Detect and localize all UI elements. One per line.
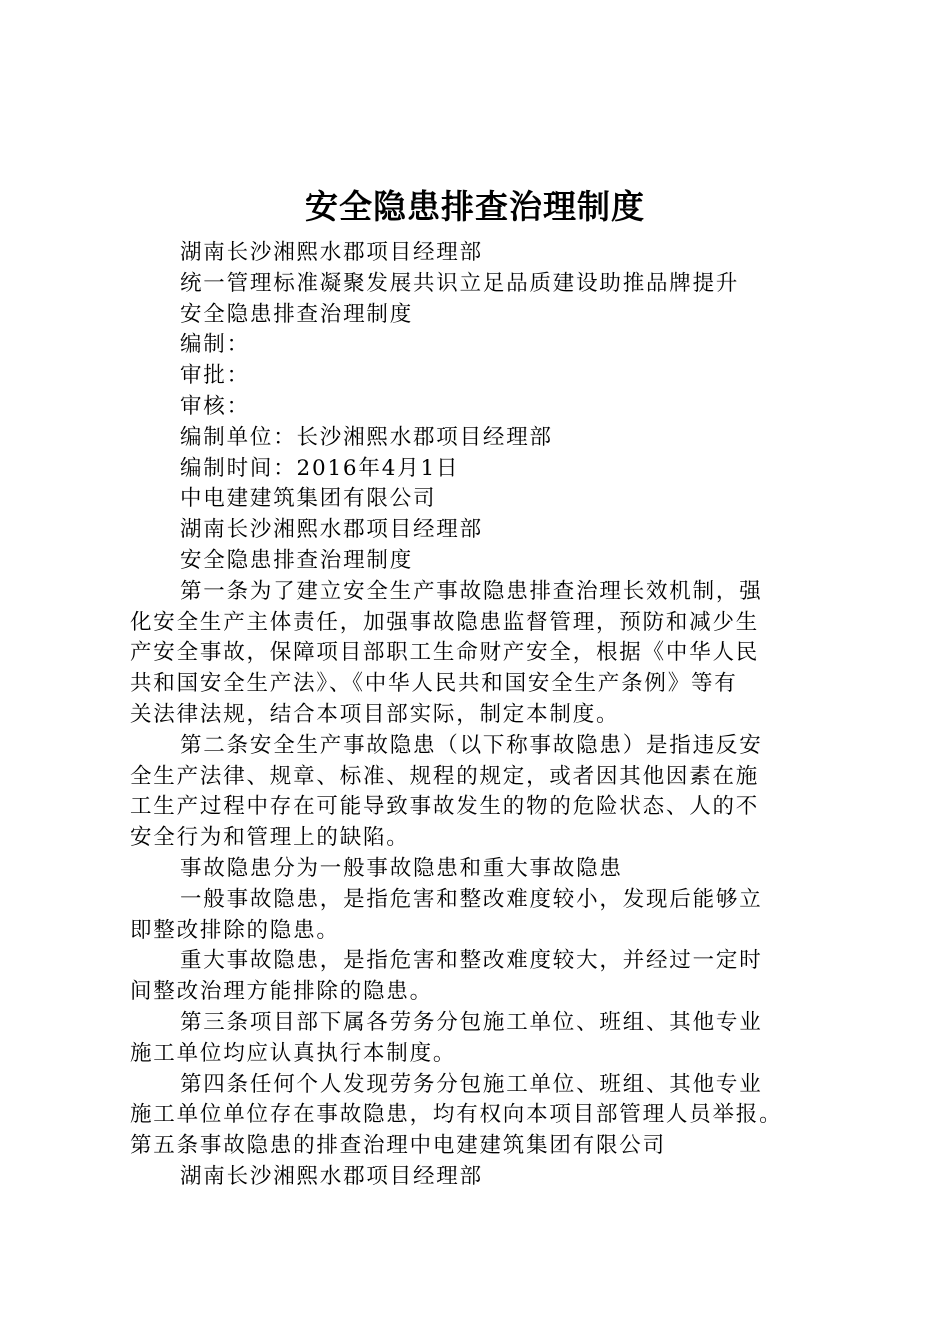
body-line: 安全隐患排查治理制度 bbox=[180, 301, 414, 327]
body-line: 湖南长沙湘熙水郡项目经理部 bbox=[180, 1163, 483, 1189]
document-title: 安全隐患排查治理制度 bbox=[305, 187, 645, 226]
body-line: 第一条为了建立安全生产事故隐患排查治理长效机制，强 bbox=[180, 578, 763, 604]
body-line: 重大事故隐患，是指危害和整改难度较大，并经过一定时 bbox=[180, 948, 763, 974]
body-line: 审批： bbox=[180, 363, 250, 389]
body-line: 编制单位：长沙湘熙水郡项目经理部 bbox=[180, 424, 553, 450]
body-line: 事故隐患分为一般事故隐患和重大事故隐患 bbox=[180, 855, 623, 881]
body-line: 安全隐患排查治理制度 bbox=[180, 547, 414, 573]
body-line: 共和国安全生产法》、《中华人民共和国安全生产条例》等有 bbox=[130, 671, 738, 697]
body-line: 统一管理标准凝聚发展共识立足品质建设助推品牌提升 bbox=[180, 270, 740, 296]
body-line: 编制： bbox=[180, 332, 250, 358]
body-line: 一般事故隐患，是指危害和整改难度较小，发现后能够立 bbox=[180, 886, 763, 912]
body-line: 施工单位均应认真执行本制度。 bbox=[130, 1040, 457, 1066]
document-body bbox=[130, 238, 835, 1193]
body-line: 第五条事故隐患的排查治理中电建建筑集团有限公司 bbox=[130, 1133, 666, 1159]
body-line: 湖南长沙湘熙水郡项目经理部 bbox=[180, 240, 483, 265]
body-line: 安全行为和管理上的缺陷。 bbox=[130, 825, 410, 851]
body-line: 编制时间：2016年4月1日 bbox=[180, 455, 460, 481]
body-line: 施工单位单位存在事故隐患，均有权向本项目部管理人员举报。 bbox=[130, 1102, 783, 1128]
body-line: 化安全生产主体责任，加强事故隐患监督管理，预防和减少生 bbox=[130, 609, 760, 635]
body-line: 间整改治理方能排除的隐患。 bbox=[130, 979, 433, 1005]
body-line: 审核： bbox=[180, 393, 250, 419]
body-line: 全生产法律、规章、标准、规程的规定，或者因其他因素在施 bbox=[130, 763, 760, 789]
body-line: 第四条任何个人发现劳务分包施工单位、班组、其他专业 bbox=[180, 1071, 763, 1097]
body-line: 工生产过程中存在可能导致事故发生的物的危险状态、人的不 bbox=[130, 794, 760, 820]
body-line: 湖南长沙湘熙水郡项目经理部 bbox=[180, 517, 483, 543]
body-line: 关法律法规，结合本项目部实际，制定本制度。 bbox=[130, 701, 620, 727]
body-line: 中电建建筑集团有限公司 bbox=[180, 486, 437, 512]
body-line: 第二条安全生产事故隐患（以下称事故隐患）是指违反安 bbox=[180, 732, 763, 758]
body-line: 第三条项目部下属各劳务分包施工单位、班组、其他专业 bbox=[180, 1009, 763, 1035]
body-line: 即整改排除的隐患。 bbox=[130, 917, 340, 943]
body-line: 产安全事故，保障项目部职工生命财产安全，根据《中华人民 bbox=[130, 640, 760, 666]
